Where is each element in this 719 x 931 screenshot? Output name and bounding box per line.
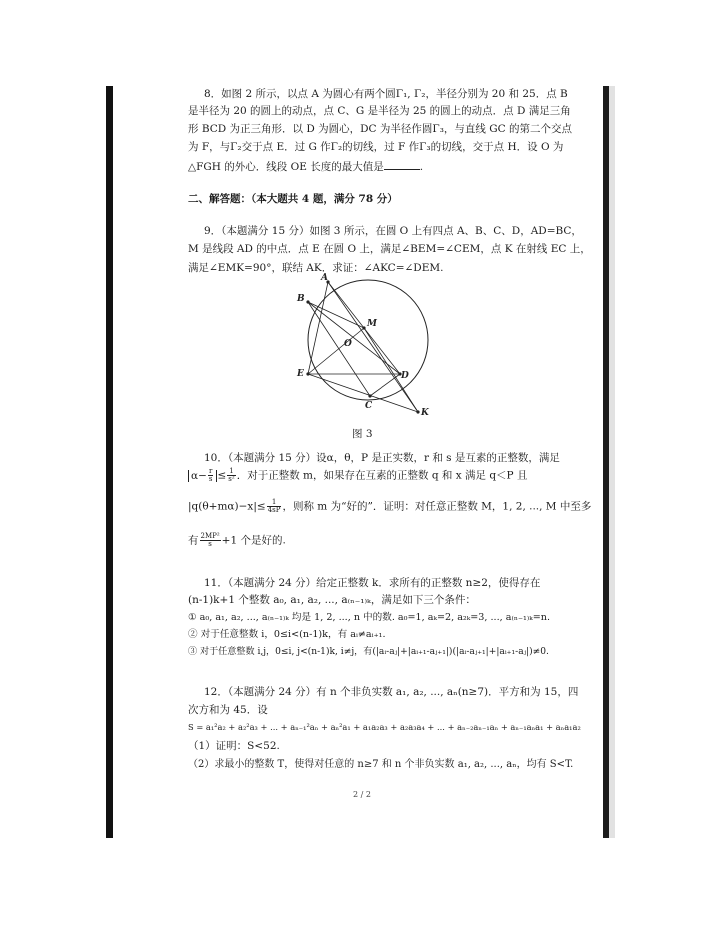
label-b: B bbox=[297, 294, 305, 304]
problem11-condition2: ② 对于任意整数 i，0≤i<(n-1)k，有 aᵢ≠aᵢ₊₁. bbox=[188, 629, 386, 640]
label-o: O bbox=[344, 339, 352, 349]
problem10-line3-text: ，则称 m 为“好的”．证明：对任意正整数 M，1, 2, ..., M 中至多 bbox=[282, 500, 592, 513]
frac1-den: s bbox=[208, 475, 213, 483]
problem8-line5-text: △FGH 的外心．线段 OE 长度的最大值是 bbox=[188, 161, 384, 173]
problem12-line1: 12．（本题满分 24 分）有 n 个非负实数 a₁, a₂, ..., aₙ(n≥7)．平方和为 15，四 bbox=[204, 686, 579, 698]
problem10-line2-text: ．对于正整数 m，如果存在互素的正整数 q 和 x 满足 q＜P 且 bbox=[236, 469, 528, 482]
problem9-line1: 9．（本题满分 15 分）如图 3 所示，在圆 O 上有四点 A、B、C、D，AD=BC， bbox=[204, 225, 582, 237]
problem11-condition3: ③ 对于任意整数 i,j，0≤i, j<(n-1)k, i≠j，有(|aᵢ-aⱼ|+|aᵢ₊₁-aⱼ₊₁|)(|aᵢ-aⱼ₊₁|+|aᵢ₊₁-aⱼ|)≠0. bbox=[188, 647, 549, 657]
frac1-num: r bbox=[209, 467, 213, 475]
problem8-line4: 为 F，与Γ₂交于点 E．过 G 作Γ₂的切线，过 F 作Γ₃的切线，交于点 H．设 O 为 bbox=[188, 141, 564, 153]
frac3-den: 4sP bbox=[267, 506, 281, 514]
problem12-line2: 次方和为 45．设 bbox=[188, 704, 268, 716]
problem9-line3: 满足∠EMK=90°，联结 AK．求证：∠AKC=∠DEM. bbox=[188, 262, 444, 274]
fraction-1-over-s2 bbox=[227, 468, 235, 483]
problem8-line1: 8．如图 2 所示，以点 A 为圆心有两个圆Γ₁, Γ₂，半径分别为 20 和 25．点 B bbox=[204, 88, 568, 100]
section2-heading: 二、解答题：（本大题共 4 题，满分 78 分） bbox=[188, 193, 398, 205]
frac2-den: s² bbox=[228, 475, 235, 483]
problem10-line4-prefix: 有 bbox=[188, 534, 199, 547]
problem11-line2: (n-1)k+1 个整数 a₀, a₁, a₂, ..., a₍ₙ₋₁₎ₖ，满足如下三个条件： bbox=[188, 594, 476, 606]
problem8-line5: △FGH 的外心．线段 OE 长度的最大值是 . bbox=[188, 161, 424, 173]
problem11-line1: 11．（本题满分 24 分）给定正整数 k．求所有的正整数 n≥2，使得存在 bbox=[204, 577, 541, 589]
figure-3-geometry bbox=[290, 272, 440, 422]
frac3-num: 1 bbox=[267, 499, 282, 507]
frac2-num: 1 bbox=[229, 467, 234, 475]
figure-3-caption: 图 3 bbox=[352, 428, 373, 440]
answer-blank bbox=[384, 160, 420, 170]
fraction-2mp2-over-s bbox=[200, 533, 221, 548]
problem10-line3-prefix: |q(θ+mα)−x|≤ bbox=[188, 500, 266, 513]
leq-sign: ≤ bbox=[217, 469, 227, 482]
line-cd bbox=[370, 374, 400, 396]
abs-expression bbox=[188, 467, 217, 483]
problem12-formula: S = a₁²a₂ + a₂²a₃ + ... + aₙ₋₁²aₙ + aₙ²a₁ + a₁a₂a₃ + a₂a₃a₄ + ... + aₙ₋₂aₙ₋₁aₙ + aₙ₋₁aₙa₁ + aₙa₁a₂ bbox=[188, 722, 581, 732]
line-ak bbox=[328, 282, 418, 412]
label-m: M bbox=[367, 319, 377, 329]
frac4-num: 2MP² bbox=[200, 532, 220, 540]
problem9-line2: M 是线段 AD 的中点．点 E 在圆 O 上，满足∠BEM=∠CEM，点 K 在射线 EC 上， bbox=[188, 243, 591, 255]
problem10-line3 bbox=[188, 499, 591, 514]
point-k bbox=[416, 410, 419, 413]
problem8-line2: 是半径为 20 的圆上的动点，点 C、G 是半径为 25 的圆上的动点．点 D 满足三角 bbox=[188, 105, 571, 117]
problem10-line1: 10．（本题满分 15 分）设α，θ，P 是正实数，r 和 s 是互素的正整数，满足 bbox=[204, 452, 560, 464]
point-b bbox=[306, 300, 309, 303]
abs-prefix: α− bbox=[191, 469, 207, 482]
fraction-r-over-s bbox=[208, 468, 214, 483]
problem11-condition1: ① a₀, a₁, a₂, ..., a₍ₙ₋₁₎ₖ 均是 1, 2, ..., n 中的数. a₀=1, aₖ=2, a₂ₖ=3, ..., a₍ₙ₋₁₎ₖ=n. bbox=[188, 612, 551, 623]
problem12-part2: （2）求最小的整数 T，使得对任意的 n≥7 和 n 个非负实数 a₁, a₂, ..., aₙ，均有 S<T. bbox=[188, 759, 574, 770]
frac4-den: s bbox=[208, 540, 212, 548]
point-c bbox=[368, 394, 371, 397]
problem12-part1: （1）证明：S<52. bbox=[188, 740, 280, 752]
point-e bbox=[306, 372, 309, 375]
problem10-line4-text: +1 个是好的. bbox=[221, 534, 286, 547]
problem8-line3: 形 BCD 为正三角形．以 D 为圆心，DC 为半径作圆Γ₃，与直线 GC 的第二个交点 bbox=[188, 123, 573, 135]
point-m bbox=[362, 326, 365, 329]
label-c: C bbox=[365, 401, 373, 411]
problem10-line4 bbox=[188, 533, 286, 548]
problem10-line2 bbox=[188, 468, 527, 483]
label-d: D bbox=[401, 371, 409, 381]
scrollbar-track[interactable] bbox=[609, 86, 615, 838]
label-k: K bbox=[421, 408, 429, 418]
label-e: E bbox=[297, 369, 304, 379]
label-a: A bbox=[321, 273, 328, 283]
fraction-1-over-4sp bbox=[267, 499, 282, 514]
page-number: 2 / 2 bbox=[353, 790, 371, 799]
left-border-bar bbox=[106, 86, 113, 838]
